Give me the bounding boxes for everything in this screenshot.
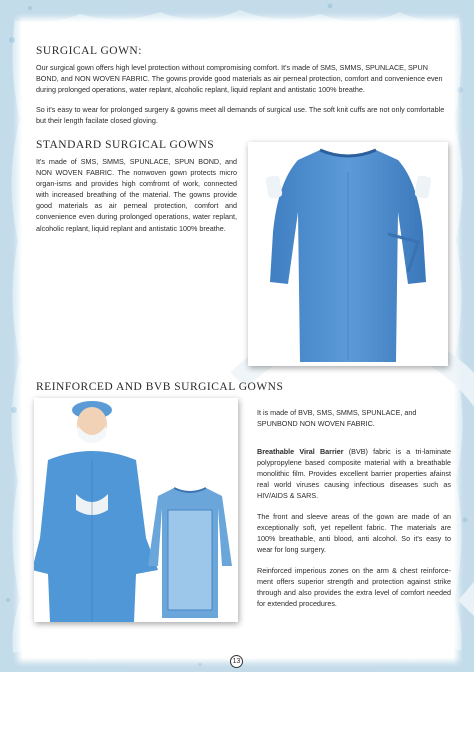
reinforced-paragraph-4: Reinforced imperious zones on the arm & chest reinforce-ment offers superior strength and protection against strike through and also provides the extra level of comfort needed for extended procedures.	[257, 566, 451, 609]
standard-gowns-heading: STANDARD SURGICAL GOWNS	[36, 139, 215, 151]
reinforced-paragraph-3: The front and sleeve areas of the gown are made of an exceptionally soft, yet repellent fabric. The materials are 100% breathable, anti blood, anti alcohol. So it's easy to wear for long surgery.	[257, 512, 451, 555]
surgical-gown-paragraph-2: So it's easy to wear for prolonged surgery & gowns meet all demands of surgical use. The soft knit cuffs are not only comfortable but their length facilate closed gloving.	[36, 105, 445, 126]
bvb-paragraph	[257, 446, 451, 501]
reinforced-gown-photo	[34, 398, 238, 622]
reinforced-gown-illustration	[34, 398, 238, 622]
bvb-description: (BVB) fabric is a tri-laminate polypropylene based composite material with a breathable monolithic film. Provides excellent barrier properties afainst real world viruses causing infectious diseases such as HIV/AIDS & SARS.	[257, 447, 451, 501]
surgical-gown-paragraph-1: Our surgical gown offers high level protection without compromising comfort. It's made of SMS, SMMS, SPUNLACE, SPUN BOND, and NON WOVEN FABRIC. The gowns provide good materials as air perneal protection, comfort and convenience even during prolonged operations, water replant, alcoholic replant, liquid replant and antistatic 100% breathe.	[36, 63, 443, 95]
bvb-term: Breathable Viral Barrier	[257, 447, 344, 456]
standard-gown-illustration	[248, 142, 448, 366]
reinforced-paragraph-1: It is made of BVB, SMS, SMMS, SPUNLACE, and SPUNBOND NON WOVEN FABRIC.	[257, 408, 417, 429]
standard-gowns-paragraph: It's made of SMS, SMMS, SPUNLACE, SPUN BOND, and NON WOVEN FABRIC. The nonwoven gown protects micro organ-isms and provides high comfromt of work, connected with increased breathing of the material. The gowns provide good materials as air perneal protection, comfort and convenience even during prolonged operations, water replant, alcoholic replant, liquid replant and antistatic 100% breathe.	[36, 157, 237, 233]
reinforced-gowns-heading: REINFORCED AND BVB SURGICAL GOWNS	[36, 381, 284, 393]
surgical-gown-heading: SURGICAL GOWN:	[36, 45, 142, 57]
standard-gown-photo	[248, 142, 448, 366]
page-number: 13	[230, 655, 243, 668]
